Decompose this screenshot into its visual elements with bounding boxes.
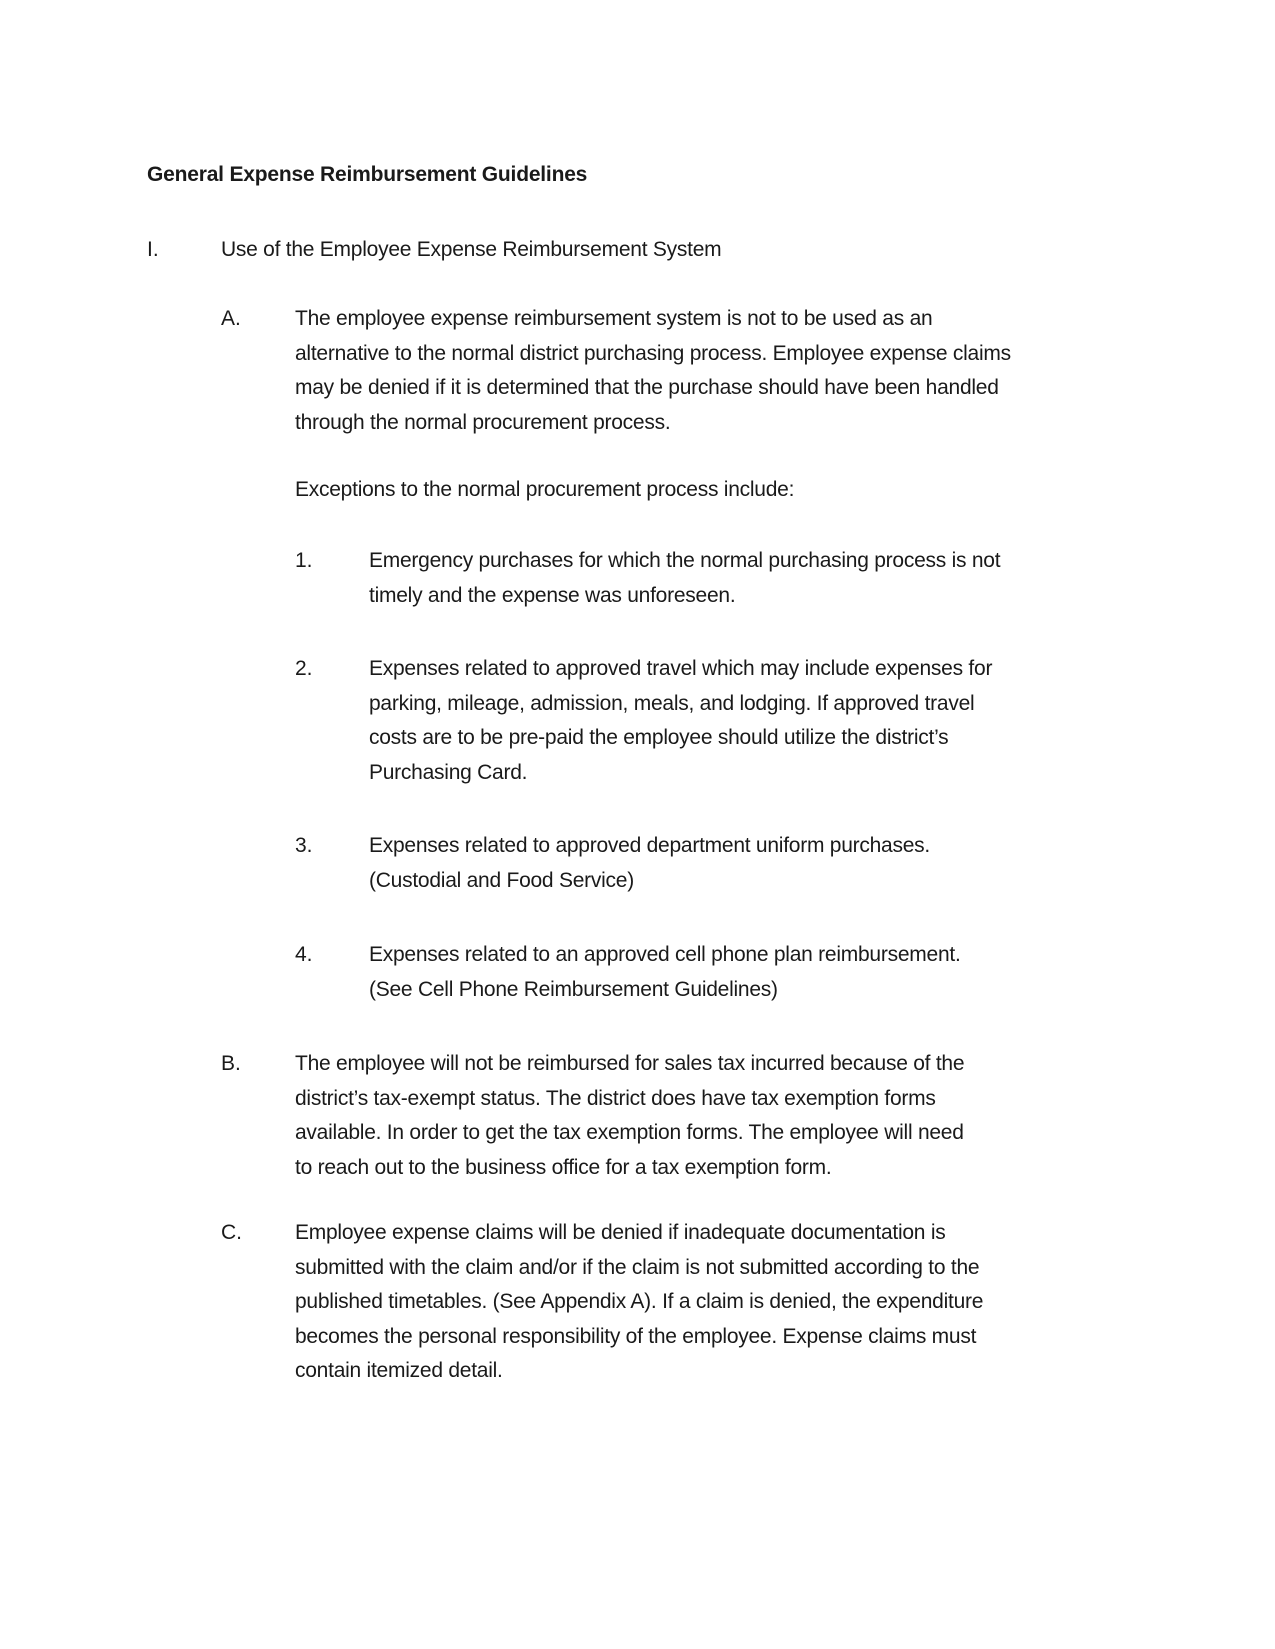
exception-line: Emergency purchases for which the normal purchasing process is not: [369, 549, 1001, 572]
item-c-line: published timetables. (See Appendix A). If a claim is denied, the expenditure: [295, 1290, 984, 1313]
item-c-line: becomes the personal responsibility of the employee. Expense claims must: [295, 1324, 977, 1348]
exception-1-text: [369, 544, 1000, 613]
item-a-line: alternative to the normal district purchasing process. Employee expense claims: [295, 341, 1011, 365]
item-c-line: contain itemized detail.: [295, 1359, 503, 1382]
section-heading: Use of the Employee Expense Reimbursement System: [221, 238, 722, 261]
exception-line: Purchasing Card.: [369, 760, 528, 784]
exception-2-text: [369, 652, 992, 790]
exception-2-marker: 2.: [295, 657, 313, 680]
item-c-line: submitted with the claim and/or if the claim is not submitted according to the: [295, 1255, 980, 1279]
item-a-marker: A.: [221, 307, 241, 330]
exception-line: Expenses related to approved department uniform purchases.: [369, 834, 931, 857]
exception-4-text: [369, 938, 961, 1007]
item-c-line: Employee expense claims will be denied if inadequate documentation is: [295, 1221, 946, 1244]
exception-1-marker: 1.: [295, 549, 313, 572]
document-title: General Expense Reimbursement Guidelines: [147, 163, 588, 186]
item-a-line: may be denied if it is determined that the purchase should have been handled: [295, 376, 999, 399]
item-b-line: The employee will not be reimbursed for sales tax incurred because of the: [295, 1052, 965, 1075]
exception-3-marker: 3.: [295, 834, 313, 857]
item-b-line: available. In order to get the tax exemption forms. The employee will need: [295, 1121, 964, 1144]
item-a-paragraph: [295, 302, 1011, 440]
item-b-line: district’s tax-exempt status. The district does have tax exemption forms: [295, 1086, 936, 1110]
exception-line: (See Cell Phone Reimbursement Guidelines): [369, 977, 778, 1001]
exception-line: Expenses related to approved travel which may include expenses for: [369, 657, 993, 680]
exception-line: Expenses related to an approved cell phone plan reimbursement.: [369, 943, 961, 966]
exception-3-text: [369, 829, 930, 898]
item-b-paragraph: [295, 1047, 964, 1185]
item-c-marker: C.: [221, 1221, 242, 1244]
item-c-paragraph: [295, 1216, 983, 1389]
exception-line: timely and the expense was unforeseen.: [369, 583, 736, 607]
item-a-line: through the normal procurement process.: [295, 410, 671, 434]
exception-line: costs are to be pre-paid the employee should utilize the district’s: [369, 726, 949, 749]
section-marker: I.: [147, 238, 159, 261]
exception-line: parking, mileage, admission, meals, and lodging. If approved travel: [369, 691, 975, 715]
item-b-line: to reach out to the business office for a tax exemption form.: [295, 1155, 832, 1179]
exception-4-marker: 4.: [295, 943, 313, 966]
item-b-marker: B.: [221, 1052, 241, 1075]
exceptions-intro: Exceptions to the normal procurement process include:: [295, 478, 795, 501]
item-a-line: The employee expense reimbursement system is not to be used as an: [295, 307, 933, 330]
exception-line: (Custodial and Food Service): [369, 868, 634, 892]
